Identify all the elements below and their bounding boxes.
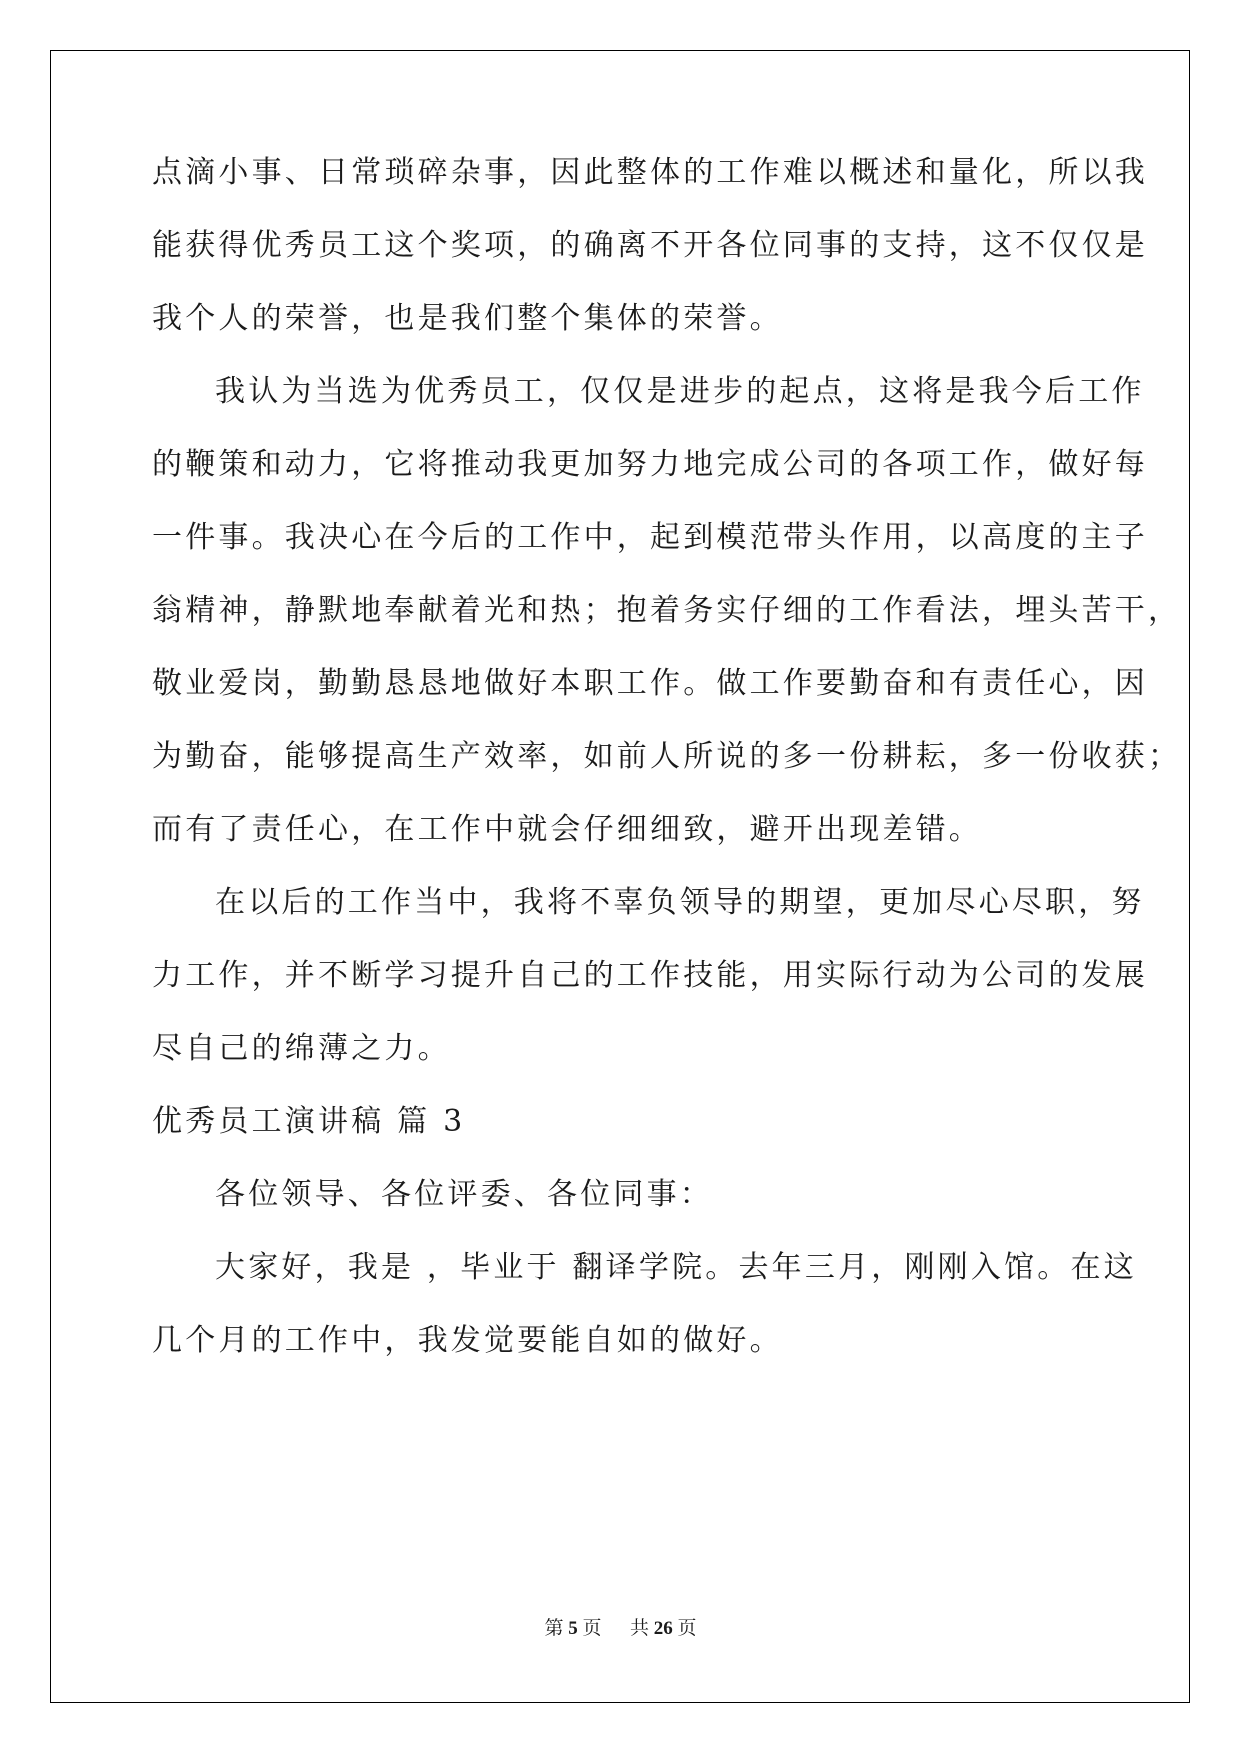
page-footer <box>0 1617 1241 1641</box>
text-line: 点滴小事、日常琐碎杂事，因此整体的工作难以概述和量化，所以我 <box>152 155 1148 190</box>
text-line: 我个人的荣誉，也是我们整个集体的荣誉。 <box>152 301 783 336</box>
salutation: 各位领导、各位评委、各位同事： <box>215 1177 713 1212</box>
paragraph-first-line: 大家好，我是 ，毕业于 翻译学院。去年三月，刚刚入馆。在这 <box>215 1250 1137 1285</box>
section-heading: 优秀员工演讲稿 篇 3 <box>152 1104 466 1139</box>
text-line: 的鞭策和动力，它将推动我更加努力地完成公司的各项工作，做好每 <box>152 447 1148 482</box>
page-border <box>50 50 1190 1703</box>
text-line: 翁精神，静默地奉献着光和热；抱着务实仔细的工作看法，埋头苦干， <box>152 593 1182 628</box>
text-line: 几个月的工作中，我发觉要能自如的做好。 <box>152 1323 783 1358</box>
paragraph-first-line: 我认为当选为优秀员工，仅仅是进步的起点，这将是我今后工作 <box>215 374 1145 409</box>
total-label-suffix: 页 <box>677 1618 697 1639</box>
text-line: 能获得优秀员工这个奖项，的确离不开各位同事的支持，这不仅仅是 <box>152 228 1148 263</box>
page-label-prefix: 第 <box>544 1618 564 1639</box>
paragraph-first-line: 在以后的工作当中，我将不辜负领导的期望，更加尽心尽职，努 <box>215 885 1145 920</box>
total-label-prefix: 共 <box>630 1618 650 1639</box>
page-number: 5 <box>568 1618 578 1639</box>
text-line: 尽自己的绵薄之力。 <box>152 1031 451 1066</box>
text-line: 一件事。我决心在今后的工作中，起到模范带头作用，以高度的主子 <box>152 520 1148 555</box>
text-line: 而有了责任心，在工作中就会仔细细致，避开出现差错。 <box>152 812 982 847</box>
text-line: 力工作，并不断学习提升自己的工作技能，用实际行动为公司的发展 <box>152 958 1148 993</box>
page-label-suffix: 页 <box>582 1618 602 1639</box>
total-pages: 26 <box>653 1618 673 1639</box>
text-line: 为勤奋，能够提高生产效率，如前人所说的多一份耕耘，多一份收获； <box>152 739 1182 774</box>
text-line: 敬业爱岗，勤勤恳恳地做好本职工作。做工作要勤奋和有责任心，因 <box>152 666 1148 701</box>
